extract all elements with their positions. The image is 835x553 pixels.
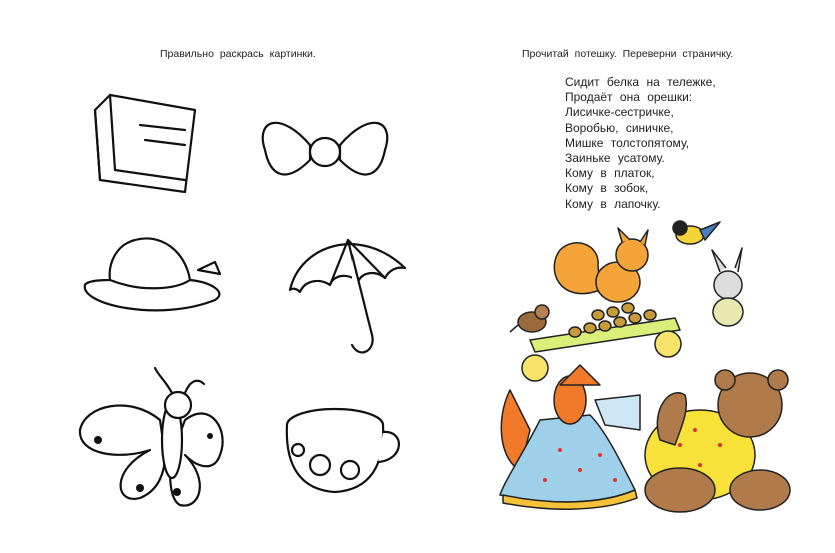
titmouse: [673, 221, 720, 244]
poem-line: Лисичке-сестричке,: [565, 105, 674, 120]
poem-line: Продаёт она орешки:: [565, 90, 693, 105]
squirrel: [554, 228, 648, 302]
right-instruction: Прочитай потешку. Переверни страничку.: [522, 48, 734, 60]
poem-line: Сидит белка на тележке,: [565, 75, 716, 89]
sparrow: [510, 305, 549, 332]
poem-line: Кому в платок,: [565, 166, 655, 181]
poem-line: Мишке толстопятому,: [565, 135, 690, 150]
poem-line: Воробью, синичке,: [565, 120, 674, 135]
bunny: [712, 248, 743, 326]
poem-line: Заиньке усатому.: [565, 151, 665, 166]
poem-line: Кому в лапочку.: [565, 196, 661, 211]
poem-line: Кому в зобок,: [565, 181, 649, 196]
left-instruction: Правильно раскрась картинки.: [160, 48, 316, 60]
bear: [645, 370, 790, 512]
fox: [500, 365, 640, 509]
